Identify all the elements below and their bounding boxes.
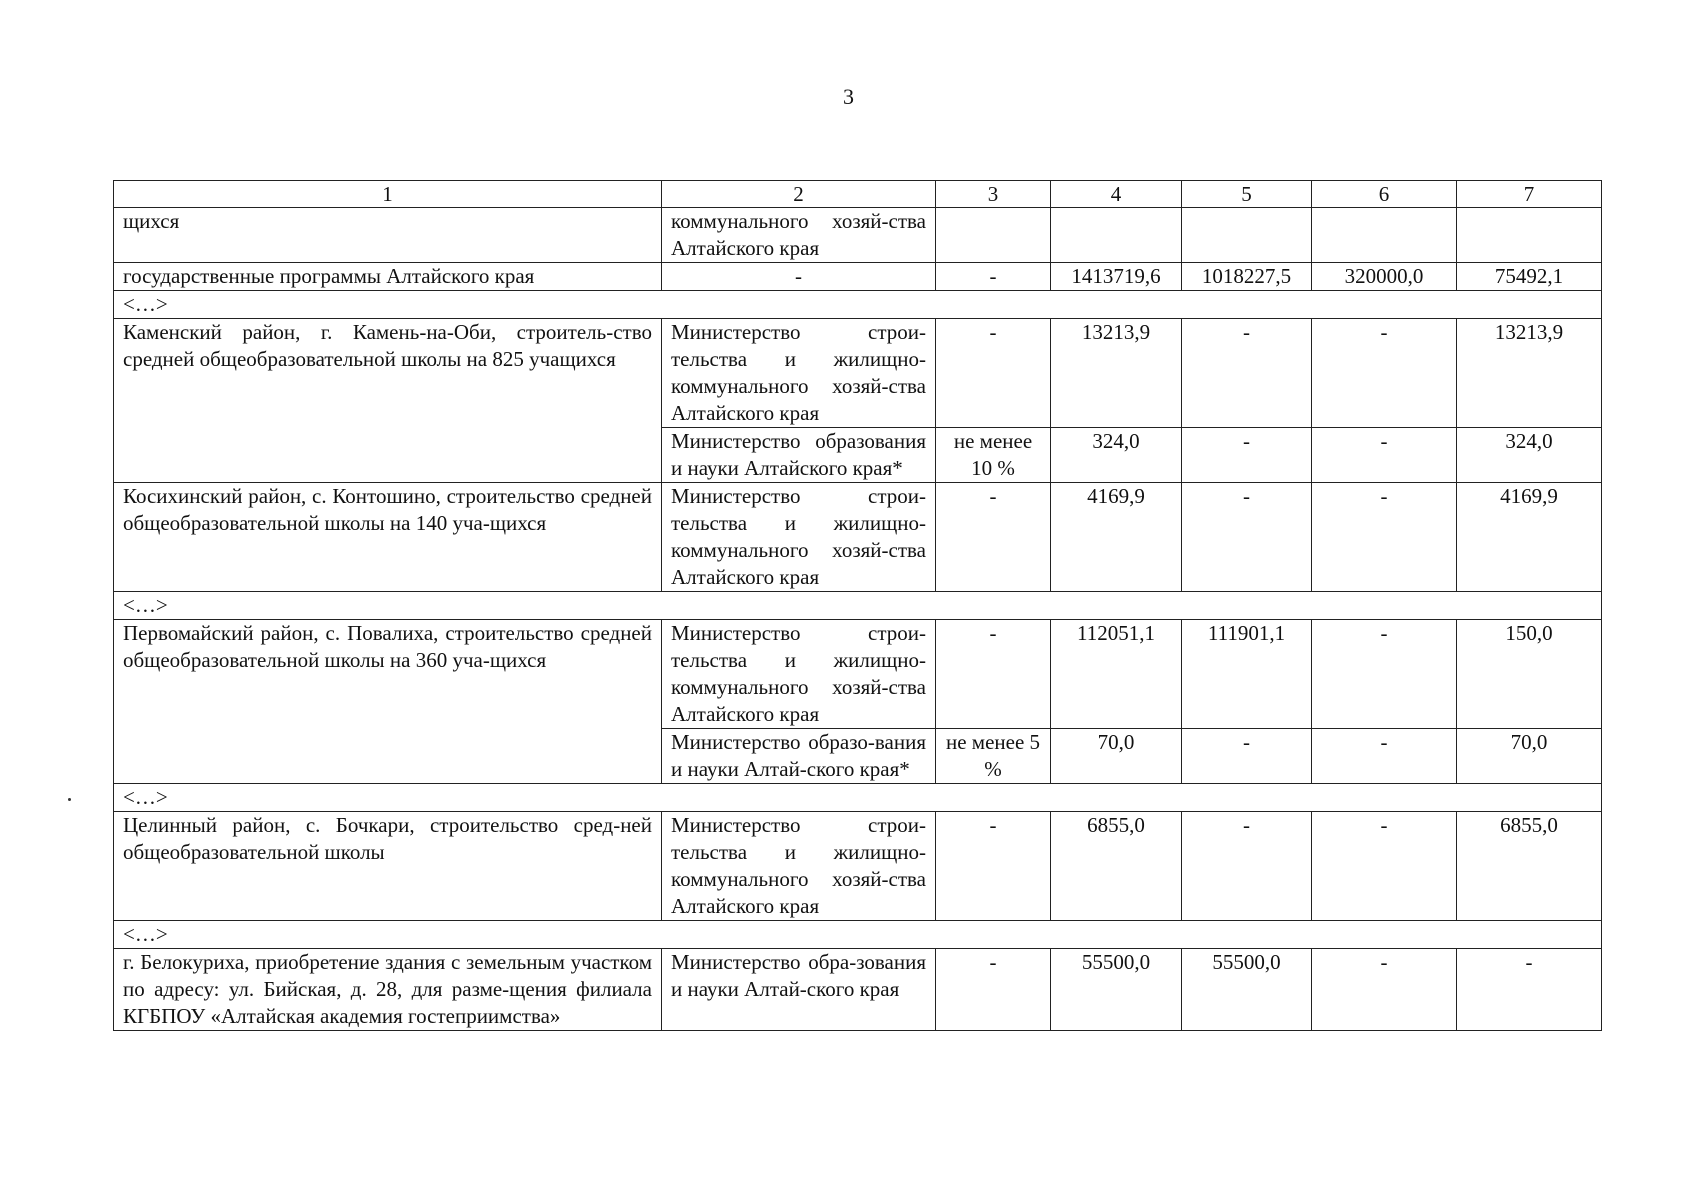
cell-total: 55500,0 [1051,949,1182,1031]
cell-share: - [936,319,1051,428]
ellipsis-row [114,921,1602,949]
cell-value [1312,208,1457,263]
row-agency: Министерство образования и науки Алтайского края* [662,428,936,483]
cell-value: - [1457,949,1602,1031]
ellipsis-row [114,592,1602,620]
table-row [114,812,1602,921]
cell-total: 13213,9 [1051,319,1182,428]
row-description: Каменский район, г. Камень-на-Оби, строитель-ство средней общеобразовательной школы на 825 учащихся [114,319,662,483]
cell-share: - [936,483,1051,592]
cell-value: 13213,9 [1457,319,1602,428]
ellipsis-marker: <…> [114,592,1602,620]
cell-value: 320000,0 [1312,263,1457,291]
cell-share: не менее 10 % [936,428,1051,483]
cell-share: - [936,620,1051,729]
budget-table [113,180,1602,1031]
cell-value: 70,0 [1457,729,1602,784]
cell-value: 324,0 [1457,428,1602,483]
table-row [114,949,1602,1031]
table-row [114,208,1602,263]
row-agency: Министерство строи-тельства и жилищно-коммунального хозяй-ства Алтайского края [662,319,936,428]
row-description: Первомайский район, с. Повалиха, строительство средней общеобразовательной школы на 360 уча-щихся [114,620,662,784]
cell-value: - [1312,319,1457,428]
ellipsis-row [114,291,1602,319]
cell-share: - [936,263,1051,291]
cell-value: 55500,0 [1182,949,1312,1031]
cell-value [1457,208,1602,263]
cell-value: 6855,0 [1457,812,1602,921]
cell-total [1051,208,1182,263]
ellipsis-marker: <…> [114,291,1602,319]
column-header: 5 [1182,181,1312,208]
row-agency: Министерство строи-тельства и жилищно-коммунального хозяй-ства Алтайского края [662,812,936,921]
table-row [114,319,1602,428]
column-header: 1 [114,181,662,208]
column-header: 7 [1457,181,1602,208]
row-agency: Министерство обра-зования и науки Алтай-ского края [662,949,936,1031]
cell-total: 4169,9 [1051,483,1182,592]
cell-total: 112051,1 [1051,620,1182,729]
cell-value: - [1312,949,1457,1031]
cell-value: 1018227,5 [1182,263,1312,291]
cell-value: - [1182,812,1312,921]
table-row [114,263,1602,291]
cell-value: - [1182,319,1312,428]
cell-value: 4169,9 [1457,483,1602,592]
cell-share: - [936,949,1051,1031]
row-description: Целинный район, с. Бочкари, строительство сред-ней общеобразовательной школы [114,812,662,921]
row-agency: Министерство строи-тельства и жилищно-коммунального хозяй-ства Алтайского края [662,483,936,592]
page-number: 3 [843,84,854,109]
table-row [114,620,1602,729]
cell-value: - [1312,812,1457,921]
row-description: щихся [114,208,662,263]
cell-share: - [936,812,1051,921]
column-header: 2 [662,181,936,208]
cell-value: 150,0 [1457,620,1602,729]
cell-value: - [1182,483,1312,592]
row-agency: - [662,263,936,291]
cell-value: 111901,1 [1182,620,1312,729]
column-header: 4 [1051,181,1182,208]
cell-share [936,208,1051,263]
row-description: Косихинский район, с. Контошино, строительство средней общеобразовательной школы на 140 уча-щихся [114,483,662,592]
cell-value: - [1182,729,1312,784]
cell-total: 1413719,6 [1051,263,1182,291]
column-header: 3 [936,181,1051,208]
cell-value: - [1182,428,1312,483]
cell-share: не менее 5 % [936,729,1051,784]
cell-value: - [1312,428,1457,483]
cell-total: 6855,0 [1051,812,1182,921]
row-agency: Министерство образо-вания и науки Алтай-ского края* [662,729,936,784]
cell-value: 75492,1 [1457,263,1602,291]
cell-value: - [1312,483,1457,592]
cell-total: 324,0 [1051,428,1182,483]
scan-speck [68,798,71,801]
row-agency: Министерство строи-тельства и жилищно-коммунального хозяй-ства Алтайского края [662,620,936,729]
row-agency: коммунального хозяй-ства Алтайского края [662,208,936,263]
cell-value: - [1312,729,1457,784]
cell-total: 70,0 [1051,729,1182,784]
cell-value [1182,208,1312,263]
ellipsis-row [114,784,1602,812]
row-description: государственные программы Алтайского края [114,263,662,291]
cell-value: - [1312,620,1457,729]
row-description: г. Белокуриха, приобретение здания с земельным участком по адресу: ул. Бийская, д. 28, для разме-щения филиала КГБПОУ «Алтайская академия гостеприимства» [114,949,662,1031]
ellipsis-marker: <…> [114,921,1602,949]
column-header: 6 [1312,181,1457,208]
table-row [114,483,1602,592]
table-header-row [114,181,1602,208]
ellipsis-marker: <…> [114,784,1602,812]
